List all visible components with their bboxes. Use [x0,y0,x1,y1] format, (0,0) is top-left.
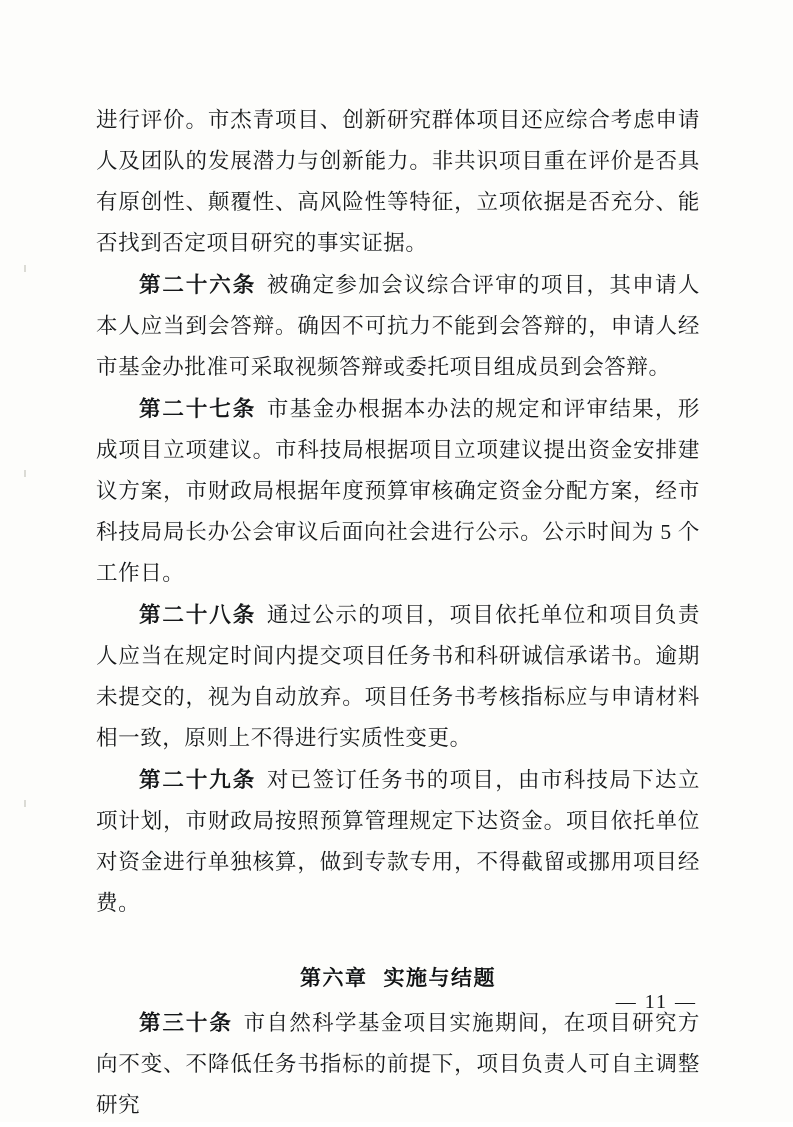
paragraph-text: 市基金办根据本办法的规定和评审结果，形成项目立项建议。市科技局根据项目立项建议提出资金安排建议方案，市财政局根据年度预算审核确定资金分配方案，经市科技局局长办公会审议后面向社会进行公示。公示时间为 5 个工作日。 [96,397,700,585]
article-29 [96,760,700,924]
paragraph-text: 进行评价。市杰青项目、创新研究群体项目还应综合考虑申请人及团队的发展潜力与创新能力。非共识项目重在评价是否具有原创性、颠覆性、高风险性等特征，立项依据是否充分、能否找到否定项目研究的事实证据。 [96,108,700,255]
article-label: 第二十八条 [139,603,257,627]
article-label: 第二十六条 [139,273,257,297]
article-28 [96,595,700,759]
page-edge-mark [24,800,26,807]
paragraph-text: 市自然科学基金项目实施期间，在项目研究方向不变、不降低任务书指标的前提下，项目负责人可自主调整研究 [96,1011,700,1117]
article-26 [96,265,700,388]
article-30 [96,1003,700,1126]
page-edge-mark [24,265,26,272]
chapter-heading [96,958,700,999]
article-27 [96,389,700,594]
chapter-number: 第六章 [300,967,368,990]
article-label: 第二十九条 [139,768,257,792]
page-edge-mark [24,470,26,477]
paragraph-evaluation [96,100,700,264]
article-label: 第二十七条 [139,397,257,421]
article-label: 第三十条 [139,1011,233,1035]
paragraph-text: 通过公示的项目，项目依托单位和项目负责人应当在规定时间内提交项目任务书和科研诚信承诺书。逾期未提交的，视为自动放弃。项目任务书考核指标应与申请材料相一致，原则上不得进行实质性变更。 [96,603,700,750]
chapter-title: 实施与结题 [383,967,496,990]
paragraph-text: 被确定参加会议综合评审的项目，其申请人本人应当到会答辩。确因不可抗力不能到会答辩的，申请人经市基金办批准可采取视频答辩或委托项目组成员到会答辩。 [96,273,700,379]
paragraph-text: 对已签订任务书的项目，由市科技局下达立项计划，市财政局按照预算管理规定下达资金。项目依托单位对资金进行单独核算，做到专款专用，不得截留或挪用项目经费。 [96,768,700,915]
document-body [96,100,700,1127]
page-number: — 11 — [615,991,697,1013]
